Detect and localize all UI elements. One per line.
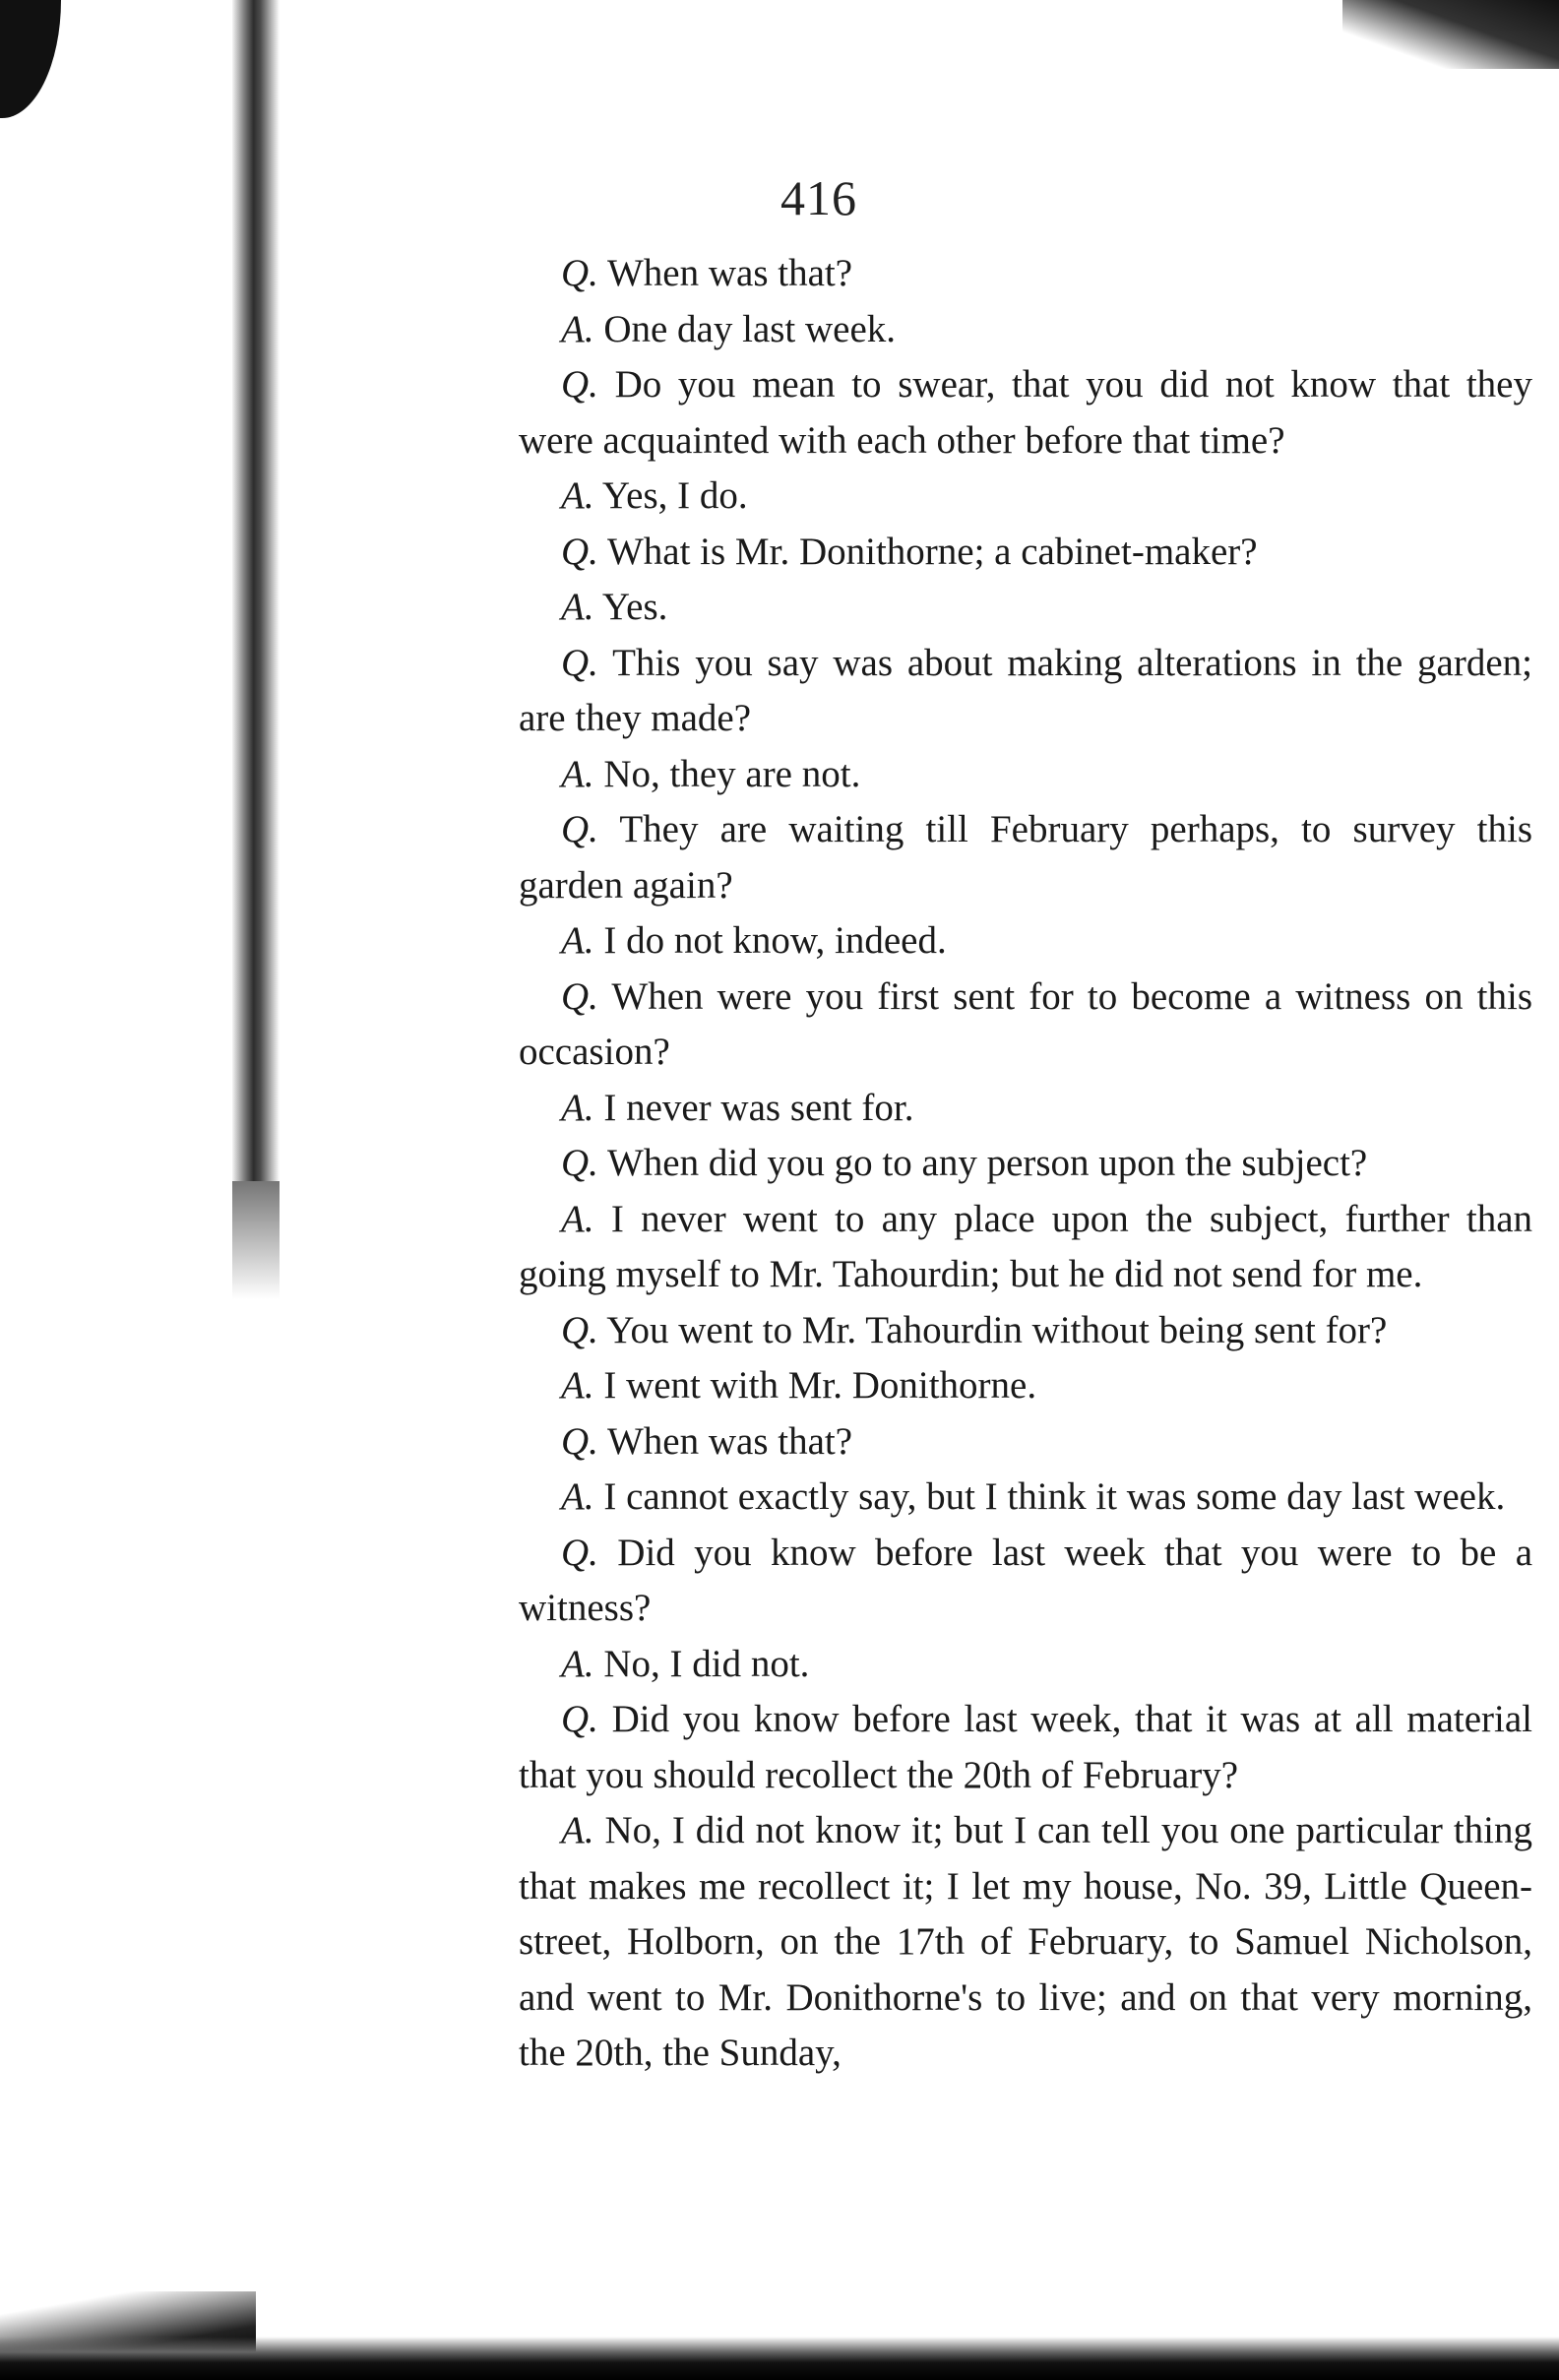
dialogue-line	[519, 302, 1532, 358]
speaker-label: Q.	[561, 1308, 598, 1351]
line-text: No, I did not know it; but I can tell you one particular thing that makes me recollect it; I let my house, No. 39, Little Queen-street, Holborn, on the 17th of February, to Samuel Nicholson, and went to Mr. Donithorne's to live; and on that very morning, the 20th, the Sunday,	[519, 1809, 1532, 2074]
speaker-label: Q.	[561, 1419, 598, 1463]
speaker-label: A.	[561, 919, 594, 962]
line-text: Did you know before last week that you were to be a witness?	[519, 1531, 1533, 1629]
line-text: When were you first sent for to become a witness on this occasion?	[519, 974, 1532, 1073]
speaker-label: Q.	[561, 530, 598, 573]
scan-binding-shadow-fade	[232, 1181, 280, 1299]
dialogue-line	[519, 357, 1532, 469]
speaker-label: Q.	[561, 1531, 598, 1574]
line-text: No, they are not.	[603, 752, 861, 795]
dialogue-line	[519, 469, 1532, 525]
speaker-label: A.	[561, 752, 594, 795]
speaker-label: Q.	[561, 974, 598, 1018]
dialogue-line	[519, 1526, 1532, 1637]
line-text: Did you know before last week, that it was at all material that you should recollect the 20th of February?	[519, 1698, 1532, 1796]
speaker-label: Q.	[561, 1698, 598, 1740]
line-text: I cannot exactly say, but I think it was some day last week.	[603, 1475, 1506, 1518]
scan-edge-bottom	[0, 2337, 1559, 2380]
line-text: No, I did not.	[603, 1642, 810, 1685]
line-text: Yes.	[601, 586, 668, 628]
speaker-label: Q.	[561, 808, 598, 850]
dialogue-line	[519, 1192, 1532, 1303]
speaker-label: A.	[561, 1197, 594, 1240]
scan-edge-top-left	[0, 0, 61, 118]
speaker-label: A.	[561, 474, 594, 517]
dialogue-line	[519, 636, 1532, 747]
dialogue-line	[519, 525, 1532, 581]
speaker-label: A.	[561, 1809, 594, 1851]
speaker-label: A.	[561, 1364, 594, 1407]
line-text: They are waiting till February perhaps, to survey this garden again?	[519, 808, 1532, 907]
line-text: I never went to any place upon the subject, further than going myself to Mr. Tahourdin; but he did not send for me.	[519, 1197, 1533, 1295]
dialogue-line	[519, 1081, 1532, 1137]
dialogue-line	[519, 580, 1532, 636]
dialogue-line	[519, 913, 1532, 970]
speaker-label: A.	[561, 1086, 594, 1129]
dialogue-line	[519, 1637, 1532, 1693]
speaker-label: A.	[561, 1642, 594, 1685]
dialogue-line	[519, 1803, 1532, 2082]
line-text: I went with Mr. Donithorne.	[603, 1364, 1037, 1407]
page-number-text: 416	[780, 170, 857, 225]
dialogue-line	[519, 970, 1532, 1081]
dialogue-line	[519, 1303, 1532, 1359]
dialogue-line	[519, 1358, 1532, 1414]
scan-edge-top-right	[1342, 0, 1559, 69]
line-text: Do you mean to swear, that you did not know that they were acquainted with each other before that time?	[519, 363, 1532, 462]
line-text: What is Mr. Donithorne; a cabinet-maker?	[606, 530, 1258, 573]
line-text: When was that?	[606, 252, 853, 294]
speaker-label: Q.	[561, 641, 598, 684]
speaker-label: Q.	[561, 252, 598, 294]
speaker-label: A.	[561, 307, 594, 350]
speaker-label: A.	[561, 586, 594, 628]
dialogue-line	[519, 1136, 1532, 1192]
line-text: I do not know, indeed.	[603, 919, 947, 962]
line-text: This you say was about making alterations in the garden; are they made?	[519, 641, 1533, 739]
line-text: When did you go to any person upon the subject?	[606, 1142, 1368, 1184]
line-text: I never was sent for.	[603, 1086, 914, 1129]
dialogue-line	[519, 246, 1532, 302]
dialogue-line	[519, 1692, 1532, 1803]
dialogue-line	[519, 747, 1532, 803]
dialogue-line	[519, 802, 1532, 913]
speaker-label: A.	[561, 1475, 594, 1518]
line-text: One day last week.	[603, 307, 897, 350]
speaker-label: Q.	[561, 1142, 598, 1184]
line-text: Yes, I do.	[601, 474, 748, 517]
line-text: You went to Mr. Tahourdin without being sent for?	[606, 1308, 1388, 1351]
dialogue-line	[519, 1470, 1532, 1526]
page-number	[0, 169, 1559, 226]
line-text: When was that?	[606, 1419, 853, 1463]
testimony-text	[519, 246, 1532, 2082]
speaker-label: Q.	[561, 363, 598, 406]
dialogue-line	[519, 1414, 1532, 1471]
